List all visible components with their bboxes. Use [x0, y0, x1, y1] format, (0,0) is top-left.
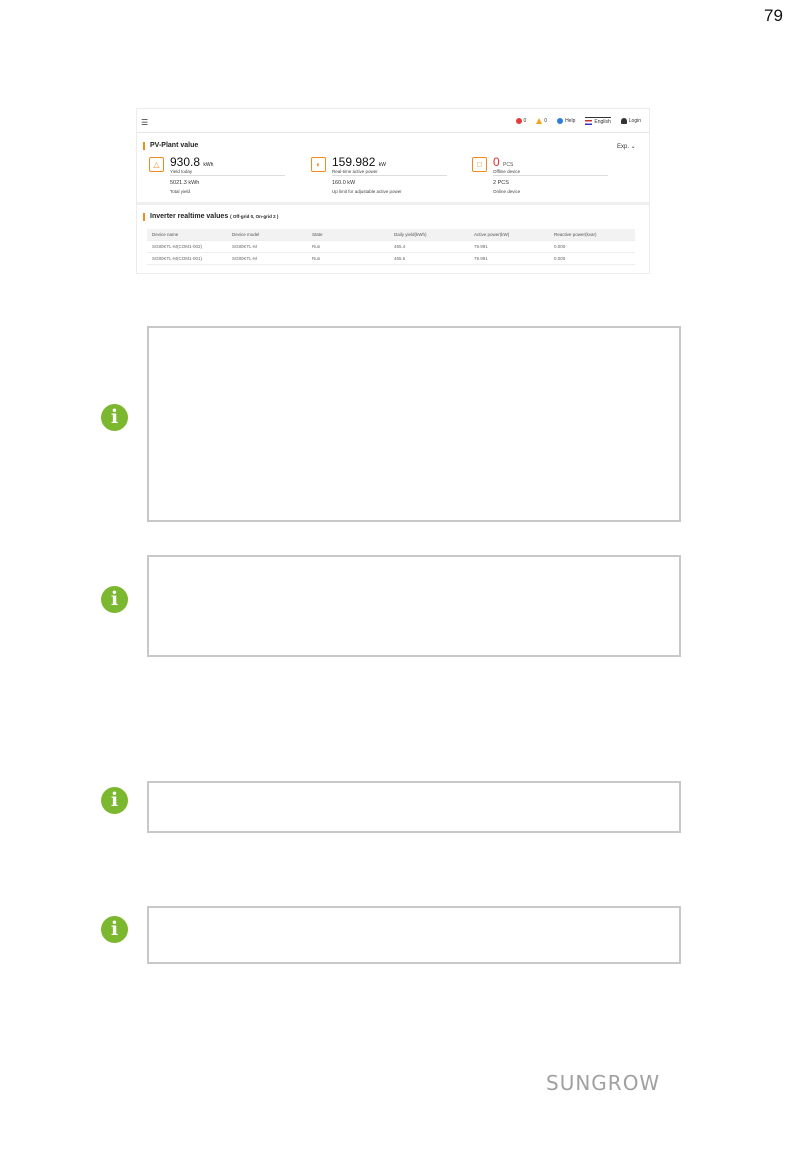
info-icon: i [101, 404, 128, 431]
kpi-value: 159.982 [332, 155, 376, 169]
divider [332, 175, 447, 176]
kpi-sub-value: 160.0 kW [332, 180, 356, 186]
kpi-sub-label: Total yield [170, 189, 191, 194]
login-button[interactable]: Login [621, 118, 641, 124]
column-header: Active power(kW) [474, 232, 510, 237]
note-box [147, 326, 681, 522]
info-icon: i [101, 586, 128, 613]
help-icon [557, 118, 563, 124]
kpi-unit: kW [378, 162, 386, 168]
divider [170, 175, 285, 176]
table-cell: SG80KTL-M [232, 244, 258, 249]
table-cell: 79.991 [474, 244, 488, 249]
kpi-label: Real-time active power [332, 169, 378, 174]
kpi-sub-label: Online device [493, 189, 521, 194]
divider [493, 175, 608, 176]
table-cell: SG80KTL-M [232, 256, 258, 261]
kpi-label: Offline device [493, 169, 521, 174]
note-box [147, 555, 681, 657]
inverter-table [147, 229, 635, 265]
table-cell: 465.4 [394, 244, 406, 249]
table-cell: SG80KTL-M(COM1-001) [152, 256, 203, 261]
kpi-value: 0 [493, 155, 500, 169]
column-header: Device model [232, 232, 260, 237]
flag-icon [585, 120, 592, 125]
yield-icon: △ [149, 157, 164, 172]
web-ui-screenshot [136, 108, 650, 274]
column-header: Daily yield(kWh) [394, 232, 427, 237]
section-divider [137, 202, 649, 205]
language-selector[interactable]: English [585, 117, 610, 125]
kpi-label: Yield today [170, 169, 193, 174]
user-icon [621, 118, 627, 124]
top-bar [137, 109, 649, 133]
kpi-sub-label: Up limit for adjustable active power [332, 189, 402, 194]
kpi-sub-value: 5021.3 kWh [170, 180, 200, 186]
kpi-unit: kWh [203, 162, 214, 168]
inverter-title: Inverter realtime values ( Off-grid 0, On-grid 2 ) [143, 213, 278, 221]
export-button[interactable]: Exp. ⌄ [617, 144, 636, 150]
column-header: Reactive power(kvar) [554, 232, 597, 237]
alarm-indicator[interactable]: 0 [516, 118, 527, 124]
alarm-icon [516, 118, 522, 124]
note-box [147, 906, 681, 964]
table-cell: Run [312, 256, 321, 261]
table-cell: 0.000 [554, 256, 566, 261]
kpi-unit: PCS [503, 162, 514, 168]
monitor-icon: □ [472, 157, 487, 172]
table-cell: 0.000 [554, 244, 566, 249]
column-header: State [312, 232, 323, 237]
note-box [147, 781, 681, 833]
pv-plant-title: PV-Plant value [143, 142, 198, 150]
gauge-icon: ◐ [311, 157, 326, 172]
warning-icon [536, 118, 542, 124]
help-button[interactable]: Help [557, 118, 575, 124]
table-cell: 465.5 [394, 256, 406, 261]
table-cell: 79.991 [474, 256, 488, 261]
sungrow-logo: SUNGROW [546, 1071, 661, 1095]
info-icon: i [101, 916, 128, 943]
kpi-value: 930.8 [170, 155, 201, 169]
table-row[interactable] [147, 241, 635, 253]
info-icon: i [101, 787, 128, 814]
kpi-sub-value: 2 PCS [493, 180, 509, 186]
table-cell: SG80KTL-M(COM1-002) [152, 244, 203, 249]
column-header: Device name [152, 232, 179, 237]
page-number: 79 [764, 6, 783, 25]
table-cell: Run [312, 244, 321, 249]
warning-indicator[interactable]: 0 [536, 118, 547, 124]
table-header [147, 229, 635, 241]
inverter-subtitle: ( Off-grid 0, On-grid 2 ) [230, 214, 279, 219]
table-row[interactable] [147, 253, 635, 265]
hamburger-icon[interactable]: ☰ [141, 118, 149, 127]
